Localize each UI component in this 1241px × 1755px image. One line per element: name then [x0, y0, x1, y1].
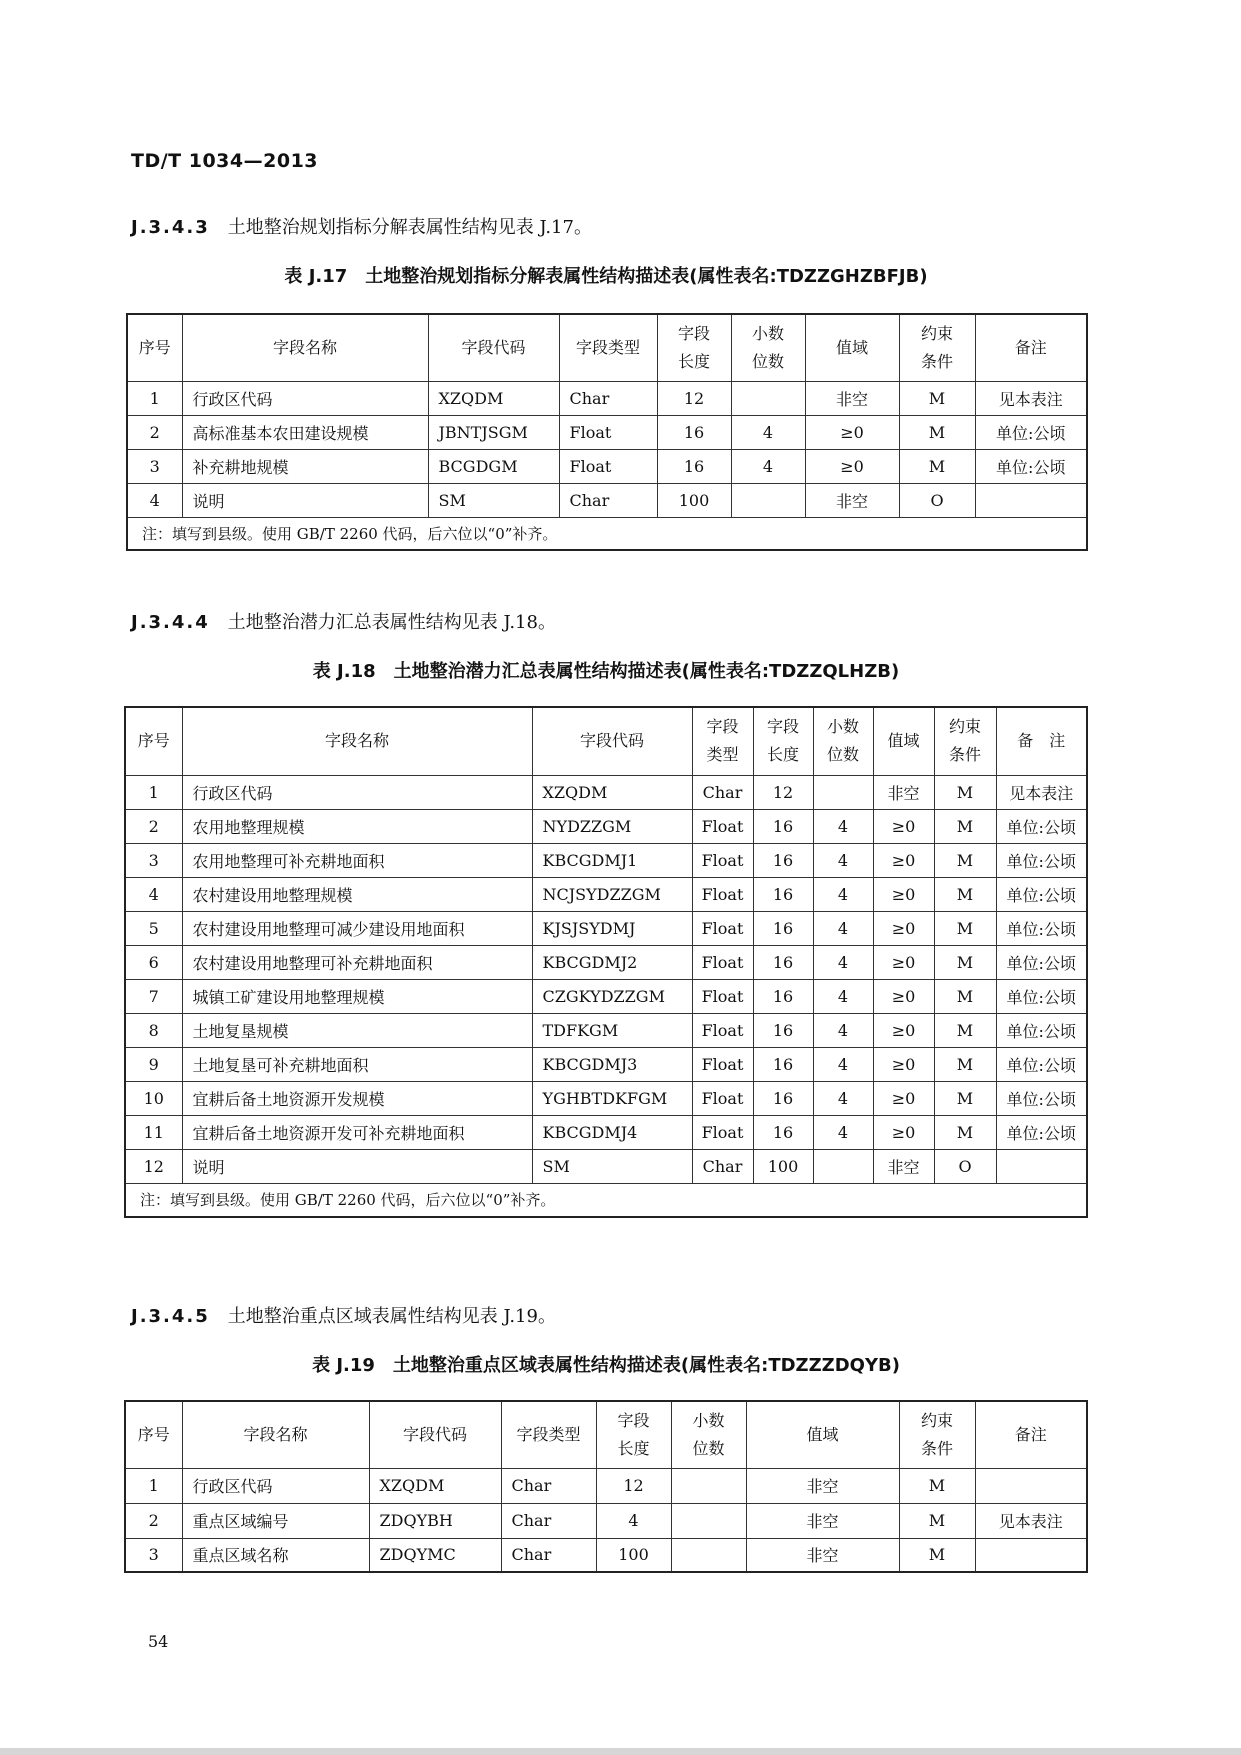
table-cell: 3 [125, 1538, 182, 1572]
table-cell: KJSJSYDMJ [532, 911, 692, 945]
table-cell: 16 [753, 911, 813, 945]
table-cell: 4 [813, 809, 873, 843]
table-cell [671, 1468, 746, 1503]
clause-j343 [131, 213, 592, 239]
table-cell: M [934, 809, 996, 843]
table-cell: 7 [125, 979, 182, 1013]
table-cell: 4 [813, 877, 873, 911]
column-header: 备 注 [996, 707, 1087, 775]
table-cell: 16 [753, 809, 813, 843]
column-header: 字段 长度 [596, 1401, 671, 1468]
table-cell: Char [501, 1503, 596, 1538]
table-cell: 2 [125, 809, 182, 843]
table-cell: 宜耕后备土地资源开发规模 [182, 1081, 532, 1115]
table-cell: M [934, 843, 996, 877]
table-cell: ≥0 [873, 979, 934, 1013]
table-cell: M [934, 979, 996, 1013]
table-cell: M [899, 381, 975, 415]
column-header: 字段 长度 [657, 314, 731, 381]
table-cell: 16 [753, 877, 813, 911]
table-cell: 12 [753, 775, 813, 809]
table-cell: Float [692, 1081, 753, 1115]
table-header-row [127, 314, 1087, 381]
table-cell: 非空 [805, 381, 899, 415]
table-cell [731, 381, 805, 415]
column-header: 小数 位数 [731, 314, 805, 381]
clause-text: 土地整治重点区域表属性结构见表 J.19。 [227, 1306, 556, 1327]
table-cell: 4 [731, 449, 805, 483]
table-row [125, 1115, 1087, 1149]
table-cell: 4 [813, 1013, 873, 1047]
table-cell: 见本表注 [975, 1503, 1087, 1538]
table-cell: Char [692, 775, 753, 809]
table-cell: 5 [125, 911, 182, 945]
table-cell: ≥0 [805, 449, 899, 483]
table-cell: 非空 [873, 1149, 934, 1183]
table-cell: YGHBTDKFGM [532, 1081, 692, 1115]
table-cell: ≥0 [873, 911, 934, 945]
table-cell: 单位:公顷 [996, 843, 1087, 877]
table-cell: 9 [125, 1047, 182, 1081]
column-header: 约束 条件 [934, 707, 996, 775]
table-cell: 6 [125, 945, 182, 979]
table-cell: 10 [125, 1081, 182, 1115]
column-header: 值域 [746, 1401, 899, 1468]
table-cell: 城镇工矿建设用地整理规模 [182, 979, 532, 1013]
table-cell: 12 [596, 1468, 671, 1503]
table-cell: 1 [127, 381, 182, 415]
table-cell: Float [692, 877, 753, 911]
table-cell: 见本表注 [996, 775, 1087, 809]
table-note: 注：填写到县级。使用 GB/T 2260 代码，后六位以“0”补齐。 [127, 517, 1087, 550]
table-cell: ≥0 [873, 1047, 934, 1081]
table-cell: 农村建设用地整理规模 [182, 877, 532, 911]
table-j17 [126, 313, 1088, 551]
table-cell: 16 [753, 1081, 813, 1115]
table-cell: Float [559, 449, 657, 483]
table-cell: M [934, 1081, 996, 1115]
table-row [125, 1538, 1087, 1572]
table-cell: M [899, 1468, 975, 1503]
table-cell: ZDQYMC [369, 1538, 501, 1572]
table-cell: 4 [127, 483, 182, 517]
table-cell: 非空 [746, 1468, 899, 1503]
table-cell: 单位:公顷 [975, 415, 1087, 449]
table-cell: 2 [127, 415, 182, 449]
table-cell: CZGKYDZZGM [532, 979, 692, 1013]
table-row [125, 775, 1087, 809]
clause-number: J.3.4.3 [131, 217, 210, 238]
column-header: 字段 长度 [753, 707, 813, 775]
clause-j344 [131, 608, 556, 634]
table-row [127, 415, 1087, 449]
table-cell [975, 1538, 1087, 1572]
table-cell: 16 [657, 415, 731, 449]
table-cell: 单位:公顷 [996, 1047, 1087, 1081]
table-cell: M [934, 1013, 996, 1047]
clause-number: J.3.4.4 [131, 612, 210, 633]
table-cell: BCGDGM [428, 449, 559, 483]
table-row [127, 449, 1087, 483]
table-cell: 非空 [746, 1538, 899, 1572]
table-row [125, 809, 1087, 843]
table-row [125, 1047, 1087, 1081]
table-cell: ≥0 [873, 877, 934, 911]
table-cell: 农用地整理规模 [182, 809, 532, 843]
table-cell: 行政区代码 [182, 381, 428, 415]
table-cell: 4 [125, 877, 182, 911]
clause-text: 土地整治规划指标分解表属性结构见表 J.17。 [227, 217, 592, 238]
table-cell [731, 483, 805, 517]
table-cell: ≥0 [873, 843, 934, 877]
table-cell [813, 775, 873, 809]
table-cell: 16 [657, 449, 731, 483]
table-row [125, 1503, 1087, 1538]
table-cell: 2 [125, 1503, 182, 1538]
table-cell [671, 1503, 746, 1538]
table-cell: 12 [125, 1149, 182, 1183]
table-cell: NCJSYDZZGM [532, 877, 692, 911]
table-j19 [124, 1400, 1088, 1573]
table-row [125, 979, 1087, 1013]
table-cell: 单位:公顷 [996, 1115, 1087, 1149]
column-header: 字段名称 [182, 1401, 369, 1468]
table-cell: 非空 [805, 483, 899, 517]
table-note: 注：填写到县级。使用 GB/T 2260 代码，后六位以“0”补齐。 [125, 1183, 1087, 1217]
column-header: 字段名称 [182, 314, 428, 381]
table-cell: 100 [753, 1149, 813, 1183]
table-cell: 单位:公顷 [996, 1081, 1087, 1115]
table-cell: Float [692, 809, 753, 843]
table-cell: 4 [813, 1115, 873, 1149]
table-cell: M [899, 1503, 975, 1538]
table-cell: 100 [596, 1538, 671, 1572]
table-row [125, 911, 1087, 945]
table-cell: ≥0 [873, 945, 934, 979]
table-cell: 单位:公顷 [996, 911, 1087, 945]
table-cell: Float [692, 1047, 753, 1081]
table-cell: 说明 [182, 1149, 532, 1183]
table-cell: 土地复垦规模 [182, 1013, 532, 1047]
table-cell: O [934, 1149, 996, 1183]
table-cell: 12 [657, 381, 731, 415]
column-header: 约束 条件 [899, 1401, 975, 1468]
table-row [127, 483, 1087, 517]
table-cell: 单位:公顷 [996, 1013, 1087, 1047]
clause-j345 [131, 1302, 556, 1328]
table-cell: 16 [753, 1047, 813, 1081]
table-cell: 行政区代码 [182, 775, 532, 809]
column-header: 字段类型 [501, 1401, 596, 1468]
table-cell [975, 1468, 1087, 1503]
table-cell [996, 1149, 1087, 1183]
column-header: 序号 [127, 314, 182, 381]
table-cell: M [934, 945, 996, 979]
column-header: 字段 类型 [692, 707, 753, 775]
table-cell: KBCGDMJ4 [532, 1115, 692, 1149]
table-cell: 16 [753, 1013, 813, 1047]
table-cell: M [899, 449, 975, 483]
table-cell: M [934, 1047, 996, 1081]
table-cell: 8 [125, 1013, 182, 1047]
table-cell: Char [501, 1538, 596, 1572]
table-cell: Float [692, 1115, 753, 1149]
table-cell: 4 [813, 945, 873, 979]
table-cell [975, 483, 1087, 517]
table-cell: 行政区代码 [182, 1468, 369, 1503]
table-cell: 补充耕地规模 [182, 449, 428, 483]
table-cell: 16 [753, 979, 813, 1013]
table-cell: 16 [753, 945, 813, 979]
table-caption-j18: 表 J.18 土地整治潜力汇总表属性结构描述表(属性表名:TDZZQLHZB) [312, 661, 900, 682]
table-cell: M [934, 877, 996, 911]
table-cell: 重点区域编号 [182, 1503, 369, 1538]
table-cell: SM [532, 1149, 692, 1183]
table-cell: 1 [125, 1468, 182, 1503]
table-cell: 宜耕后备土地资源开发可补充耕地面积 [182, 1115, 532, 1149]
table-cell: 重点区域名称 [182, 1538, 369, 1572]
table-cell: ≥0 [873, 1115, 934, 1149]
table-note-row [127, 517, 1087, 550]
table-cell: XZQDM [532, 775, 692, 809]
table-caption-j19: 表 J.19 土地整治重点区域表属性结构描述表(属性表名:TDZZZDQYB) [312, 1355, 900, 1376]
table-cell: 农村建设用地整理可减少建设用地面积 [182, 911, 532, 945]
table-cell: O [899, 483, 975, 517]
table-cell: 1 [125, 775, 182, 809]
column-header: 备注 [975, 1401, 1087, 1468]
table-cell [813, 1149, 873, 1183]
page-number: 54 [148, 1632, 169, 1651]
table-cell: SM [428, 483, 559, 517]
column-header: 序号 [125, 707, 182, 775]
table-row [125, 877, 1087, 911]
column-header: 约束 条件 [899, 314, 975, 381]
table-row [125, 843, 1087, 877]
table-cell: M [934, 1115, 996, 1149]
table-cell: 4 [813, 843, 873, 877]
column-header: 备注 [975, 314, 1087, 381]
table-cell: 单位:公顷 [996, 877, 1087, 911]
table-cell: Char [559, 381, 657, 415]
column-header: 值域 [873, 707, 934, 775]
table-cell: 非空 [746, 1503, 899, 1538]
table-cell: JBNTJSGM [428, 415, 559, 449]
table-cell: Char [501, 1468, 596, 1503]
table-cell [671, 1538, 746, 1572]
table-note-row [125, 1183, 1087, 1217]
table-cell: Float [559, 415, 657, 449]
table-row [125, 1013, 1087, 1047]
table-cell: Float [692, 911, 753, 945]
table-header-row [125, 707, 1087, 775]
table-cell: XZQDM [369, 1468, 501, 1503]
table-cell: 土地复垦可补充耕地面积 [182, 1047, 532, 1081]
table-cell: 高标准基本农田建设规模 [182, 415, 428, 449]
table-cell: M [934, 911, 996, 945]
table-cell: XZQDM [428, 381, 559, 415]
table-caption-j17: 表 J.17 土地整治规划指标分解表属性结构描述表(属性表名:TDZZGHZBFJB) [284, 266, 928, 287]
table-cell: 4 [813, 1081, 873, 1115]
table-cell: Char [559, 483, 657, 517]
table-cell: Float [692, 1013, 753, 1047]
scan-bottom-edge [0, 1748, 1241, 1755]
table-cell: 4 [731, 415, 805, 449]
table-cell: 16 [753, 1115, 813, 1149]
table-cell: 单位:公顷 [975, 449, 1087, 483]
table-cell: Float [692, 979, 753, 1013]
table-cell: M [899, 1538, 975, 1572]
table-row [125, 1081, 1087, 1115]
column-header: 序号 [125, 1401, 182, 1468]
column-header: 字段代码 [532, 707, 692, 775]
table-cell: 4 [813, 1047, 873, 1081]
column-header: 小数 位数 [671, 1401, 746, 1468]
table-cell: ≥0 [873, 809, 934, 843]
table-cell: 11 [125, 1115, 182, 1149]
table-cell: 4 [813, 911, 873, 945]
table-cell: 单位:公顷 [996, 979, 1087, 1013]
table-cell: Float [692, 843, 753, 877]
document-code: TD/T 1034—2013 [131, 150, 319, 172]
table-cell: NYDZZGM [532, 809, 692, 843]
table-row [125, 1468, 1087, 1503]
column-header: 字段代码 [369, 1401, 501, 1468]
table-cell: 4 [813, 979, 873, 1013]
column-header: 字段代码 [428, 314, 559, 381]
table-cell: 说明 [182, 483, 428, 517]
table-cell: 3 [127, 449, 182, 483]
clause-number: J.3.4.5 [131, 1306, 210, 1327]
table-cell: 非空 [873, 775, 934, 809]
column-header: 字段类型 [559, 314, 657, 381]
table-cell: ≥0 [873, 1013, 934, 1047]
table-cell: M [899, 415, 975, 449]
table-cell: KBCGDMJ1 [532, 843, 692, 877]
table-row [125, 945, 1087, 979]
table-cell: 3 [125, 843, 182, 877]
table-cell: 4 [596, 1503, 671, 1538]
table-cell: ≥0 [873, 1081, 934, 1115]
table-cell: 16 [753, 843, 813, 877]
table-cell: Char [692, 1149, 753, 1183]
column-header: 值域 [805, 314, 899, 381]
table-header-row [125, 1401, 1087, 1468]
table-cell: 农用地整理可补充耕地面积 [182, 843, 532, 877]
table-cell: KBCGDMJ2 [532, 945, 692, 979]
table-cell: 单位:公顷 [996, 945, 1087, 979]
table-cell: 100 [657, 483, 731, 517]
clause-text: 土地整治潜力汇总表属性结构见表 J.18。 [227, 612, 556, 633]
column-header: 小数 位数 [813, 707, 873, 775]
table-cell: ZDQYBH [369, 1503, 501, 1538]
table-cell: TDFKGM [532, 1013, 692, 1047]
table-cell: Float [692, 945, 753, 979]
table-row [127, 381, 1087, 415]
table-j18 [124, 706, 1088, 1218]
table-cell: KBCGDMJ3 [532, 1047, 692, 1081]
table-cell: 农村建设用地整理可补充耕地面积 [182, 945, 532, 979]
table-cell: 见本表注 [975, 381, 1087, 415]
table-cell: 单位:公顷 [996, 809, 1087, 843]
table-cell: ≥0 [805, 415, 899, 449]
table-cell: M [934, 775, 996, 809]
table-row [125, 1149, 1087, 1183]
column-header: 字段名称 [182, 707, 532, 775]
